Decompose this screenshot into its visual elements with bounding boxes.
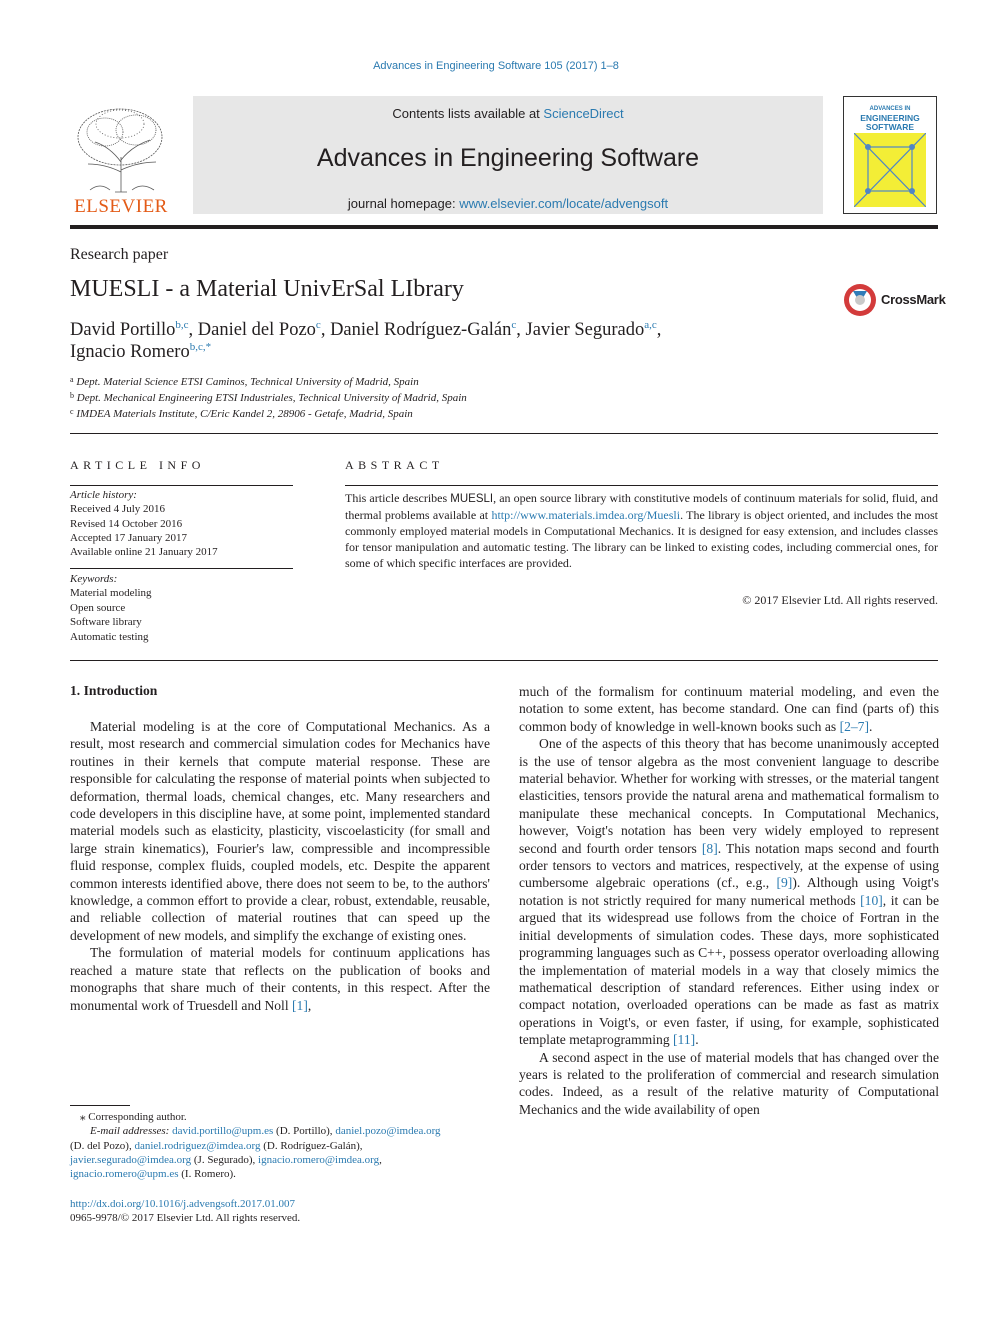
corresponding-note xyxy=(70,1110,490,1124)
cover-artwork-icon xyxy=(854,133,926,207)
reference-link[interactable]: [10] xyxy=(860,892,883,908)
article-type: Research paper xyxy=(70,246,169,263)
reference-link[interactable]: [9] xyxy=(776,875,793,891)
article-history xyxy=(70,488,218,559)
affiliation-text: IMDEA Materials Institute, C/Eric Kandel 2, 28906 - Getafe, Madrid, Spain xyxy=(76,408,413,420)
keyword-item: Software library xyxy=(70,616,142,629)
asterisk-mark: ⁎ xyxy=(80,1111,86,1123)
body-text: One of the aspects of this theory that has become unanimously accepted is the use of tensor algebra as the most convenient language to describe material behavior. Whether for working with stresses, or the material tangent elasticities, tensors provide the natural arena and mathematical formalism to manipulate these mechanical concepts. In Computational Mechanics, however, Voigt's notation has been very widely employed to represent second and fourth order tensors xyxy=(519,736,939,856)
journal-name: Advances in Engineering Software xyxy=(316,144,700,172)
reference-link[interactable]: [1] xyxy=(292,997,308,1013)
affiliation-item xyxy=(70,405,467,421)
author-name: Javier Segurado xyxy=(525,320,645,340)
muesli-url-link[interactable]: http://www.materials.imdea.org/Muesli xyxy=(491,508,681,522)
email-owner: (D. del Pozo), xyxy=(70,1139,132,1152)
history-item: Accepted 17 January 2017 xyxy=(70,531,187,544)
author-separator: , xyxy=(516,320,521,340)
elsevier-wordmark: ELSEVIER xyxy=(74,196,168,217)
journal-cover[interactable] xyxy=(843,96,937,214)
author-separator: , xyxy=(320,320,326,340)
author-affiliation-mark[interactable]: b,c xyxy=(175,319,189,331)
affiliation-label: c xyxy=(70,407,74,416)
article-info-heading: ARTICLE INFO xyxy=(70,458,205,472)
author-name: Daniel Rodríguez-Galán xyxy=(330,320,512,340)
history-label: Article history: xyxy=(70,489,137,501)
body-text: . xyxy=(695,1032,699,1048)
keyword-item: Open source xyxy=(70,601,126,614)
article-title: MUESLI - a Material UnivErSal LIbrary xyxy=(70,276,464,302)
abstract-rule xyxy=(345,485,938,486)
author-name: Daniel del Pozo xyxy=(197,320,316,340)
cover-line: ADVANCES IN xyxy=(869,106,911,112)
affiliations xyxy=(70,373,467,421)
history-item: Revised 14 October 2016 xyxy=(70,517,183,530)
body-paragraph xyxy=(519,735,939,1048)
affiliation-label: b xyxy=(70,391,74,400)
email-list xyxy=(70,1153,490,1167)
abstract-part: This article describes xyxy=(345,491,448,505)
abstract-heading: ABSTRACT xyxy=(345,458,444,472)
body-text: . This notation maps second and fourth order tensors to vectors and matrices, respectively, at the expense of using cumbersome algebraic operations (cf., e.g., xyxy=(519,840,939,891)
footnote-rule xyxy=(70,1105,130,1106)
reference-link[interactable]: [8] xyxy=(701,840,718,856)
author-name: Ignacio Romero xyxy=(70,342,190,362)
email-list xyxy=(70,1167,490,1181)
history-item: Available online 21 January 2017 xyxy=(70,546,218,559)
authors-line xyxy=(70,319,661,341)
section-rule xyxy=(70,660,938,661)
cover-line: ENGINEERING xyxy=(860,113,920,123)
author-affiliation-mark[interactable]: a,c xyxy=(644,319,657,331)
footnote xyxy=(70,1110,490,1181)
email-owner: (D. Portillo), xyxy=(276,1125,333,1138)
contents-prefix: Contents lists available at xyxy=(392,106,540,121)
affiliation-text: Dept. Mechanical Engineering ETSI Industriales, Technical University of Madrid, Spain xyxy=(76,392,467,404)
body-paragraph xyxy=(519,683,939,735)
email-owner: (D. Rodríguez-Galán), xyxy=(263,1139,363,1152)
journal-citation[interactable]: Advances in Engineering Software 105 (2017) 1–8 xyxy=(373,60,619,72)
issn-copyright: 0965-9978/© 2017 Elsevier Ltd. All rights reserved. xyxy=(70,1212,301,1224)
email-list xyxy=(70,1124,490,1138)
section-heading: 1. Introduction xyxy=(70,683,158,698)
abstract-part: . The library is object oriented, and includes the most commonly employed material models in Computational Mechanics. It is designed for easy extension, and includes classes for tensor manipulation and automatic testing. The library can be linked to existing codes, including commercial ones, for some of which specific interfaces are provided. xyxy=(345,508,939,570)
body-text: ). Although using Voigt's notation is not strictly required for many numerical methods xyxy=(519,875,939,908)
homepage-link[interactable]: www.elsevier.com/locate/advengsoft xyxy=(459,196,669,211)
info-rule xyxy=(70,485,293,486)
author-affiliation-mark[interactable]: c xyxy=(511,319,517,331)
email-link[interactable]: daniel.rodriguez@imdea.org xyxy=(134,1139,261,1152)
library-name: MUESLI xyxy=(450,493,494,505)
crossmark-badge[interactable] xyxy=(843,283,946,319)
body-text: . xyxy=(869,718,873,734)
keyword-item: Automatic testing xyxy=(70,630,149,643)
history-item: Received 4 July 2016 xyxy=(70,503,166,516)
cover-title xyxy=(844,105,936,132)
body-text: much of the formalism for continuum material modeling, and even the notation to some extent, has become standard. One can find (parts of) this common body of knowledge in well-known books such as xyxy=(519,684,939,734)
keyword-item: Material modeling xyxy=(70,587,152,600)
body-column-right xyxy=(519,683,939,1118)
body-paragraph xyxy=(70,944,490,1014)
keywords-label: Keywords: xyxy=(70,573,118,585)
email-link[interactable]: ignacio.romero@upm.es xyxy=(70,1168,179,1181)
keywords xyxy=(70,572,152,644)
reference-link[interactable]: [11] xyxy=(673,1032,696,1048)
body-text: The formulation of material models for continuum applications has reached a mature state that reflects on the publication of books and monographs that share much of their contents, in this respect. After the monumental work of Truesdell and Noll xyxy=(70,945,490,1013)
crossmark-label: CrossMark xyxy=(881,292,946,307)
abstract-text xyxy=(345,490,938,571)
cover-line: SOFTWARE xyxy=(865,122,915,132)
affiliation-text: Dept. Material Science ETSI Caminos, Technical University of Madrid, Spain xyxy=(76,376,419,388)
doi-link[interactable]: http://dx.doi.org/10.1016/j.advengsoft.2017.01.007 xyxy=(70,1198,295,1210)
info-rule xyxy=(70,568,293,569)
author-separator: , xyxy=(656,320,662,340)
abstract-copyright: © 2017 Elsevier Ltd. All rights reserved. xyxy=(742,593,938,607)
email-link[interactable]: javier.segurado@imdea.org xyxy=(70,1153,192,1166)
section-rule xyxy=(70,433,938,434)
author-affiliation-mark[interactable]: c xyxy=(315,319,321,331)
crossmark-icon xyxy=(843,283,877,317)
body-text: , it can be argued that its widespread use follows from the choice of Fortran in the initial developments of simulation codes. These days, more sophisticated programming languages such as C++, possess operator overloading allowing the implementation of material models in a way that closely mimics the mathematical description of standard references. Either using index or compact notation, overloaded operations can be made as fast as matrix operations in Voigt's, or even faster, if using, for example, sophisticated template metaprogramming xyxy=(519,892,939,1048)
authors-line xyxy=(70,341,211,363)
body-paragraph: A second aspect in the use of material models that has changed over the years is related to the proliferation of commercial and research simulation codes. Indeed, as a result of the relative maturity of Computational Mechanics and the wide availability of open xyxy=(519,1049,939,1117)
abstract-part: , an open source library with constitutive models of continuum materials for solid, fluid, and thermal problems available at xyxy=(345,491,939,522)
author-name: David Portillo xyxy=(70,320,176,340)
body-column-left xyxy=(70,718,490,1014)
body-paragraph: Material modeling is at the core of Computational Mechanics. As a result, most research and commercial simulation codes for Mechanics have routines in their kernels that compute material response. These are responsible for calculating the response of material points when subjected to deformation, thermal loads, chemical changes, etc. Many researchers and code developers in this discipline have, at some point, implemented standard material models such as elasticity, plasticity, viscoelasticity (for small and large strain kinematics), Fourier's law, compressible and incompressible fluid response, complex fluids, coupled models, etc. Despite the apparent common interests identified above, there does not seem to be, to the authors' knowledge, a common effort to provide a clear, robust, extendable, reusable, and reliable collection of material routines that can speed up the development of new models, and simplify the exchange of existing ones. xyxy=(70,719,490,943)
homepage-prefix: journal homepage: xyxy=(347,196,456,211)
author-affiliation-mark[interactable]: b,c,* xyxy=(189,341,212,353)
email-label: E-mail addresses: xyxy=(90,1125,170,1138)
email-link[interactable]: david.portillo@upm.es xyxy=(172,1125,274,1138)
sciencedirect-link[interactable]: ScienceDirect xyxy=(543,106,624,121)
header-rule xyxy=(70,225,938,229)
affiliation-item xyxy=(70,373,467,389)
email-link[interactable]: daniel.pozo@imdea.org xyxy=(335,1125,441,1138)
homepage-line xyxy=(193,196,823,211)
reference-link[interactable]: [2–7] xyxy=(839,718,870,734)
affiliation-item xyxy=(70,389,467,405)
email-owner: , xyxy=(379,1153,382,1166)
corresponding-label: Corresponding author. xyxy=(88,1111,187,1123)
email-owner: (J. Segurado), xyxy=(193,1153,256,1166)
contents-line xyxy=(193,106,823,121)
email-link[interactable]: ignacio.romero@imdea.org xyxy=(258,1153,380,1166)
body-text: , xyxy=(307,997,312,1013)
email-owner: (I. Romero). xyxy=(181,1168,236,1181)
author-separator: , xyxy=(188,320,194,340)
affiliation-label: a xyxy=(70,375,74,384)
email-list xyxy=(70,1139,490,1153)
